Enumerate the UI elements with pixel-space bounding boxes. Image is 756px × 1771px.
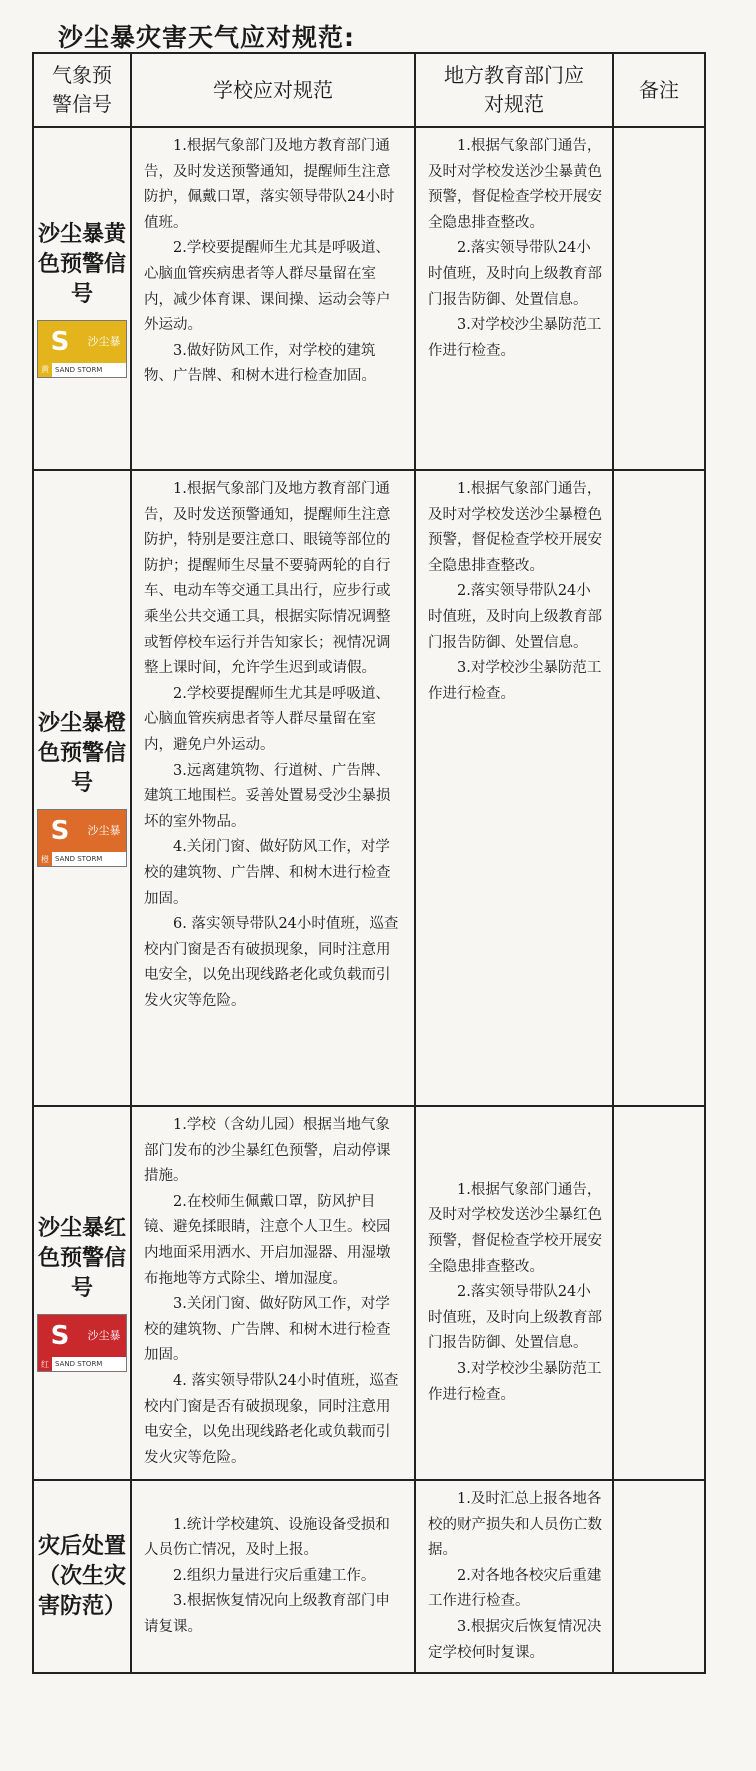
sandstorm-yellow-signal-icon: S 沙尘暴 黄 SAND STORM bbox=[37, 320, 127, 378]
list-item: 3.根据灾后恢复情况决定学校何时复课。 bbox=[428, 1618, 602, 1661]
response-table bbox=[32, 52, 706, 1674]
list-item: 3.关闭门窗、做好防风工作，对学校的建筑物、广告牌、和树木进行检查加固。 bbox=[144, 1296, 391, 1364]
school-cell bbox=[131, 1106, 415, 1480]
school-cell bbox=[131, 127, 415, 470]
list-item: 3.根据恢复情况向上级教育部门申请复课。 bbox=[144, 1593, 390, 1635]
table-row-post-disaster bbox=[33, 1480, 705, 1673]
list-item: 2.对各地各校灾后重建工作进行检查。 bbox=[428, 1567, 602, 1610]
signal-name: 沙尘暴红色预警信号 bbox=[38, 1216, 127, 1301]
header-row bbox=[33, 53, 705, 127]
list-item: 3.对学校沙尘暴防范工作进行检查。 bbox=[428, 317, 602, 359]
list-item: 3.对学校沙尘暴防范工作进行检查。 bbox=[428, 1360, 602, 1403]
header-note: 备注 bbox=[613, 53, 705, 127]
table-row-yellow bbox=[33, 127, 705, 470]
list-item: 1.及时汇总上报各地各校的财产损失和人员伤亡数据。 bbox=[428, 1491, 602, 1559]
table-row-red bbox=[33, 1106, 705, 1480]
list-item: 1.根据气象部门通告，及时对学校发送沙尘暴橙色预警，督促检查学校开展安全隐患排查整改。 bbox=[428, 481, 602, 574]
list-item: 4.关闭门窗、做好防风工作，对学校的建筑物、广告牌、和树木进行检查加固。 bbox=[144, 839, 391, 907]
header-signal: 气象预警信号 bbox=[33, 53, 131, 127]
list-item: 1.根据气象部门及地方教育部门通告，及时发送预警通知，提醒师生注意防护，特别是要注意口、眼镜等部位的防护；提醒师生尽量不要骑两轮的自行车、电动车等交通工具出行，应步行或乘坐公共交通工具，根据实际情况调整或暂停校车运行并告知家长；视情况调整上课时间，允许学生迟到或请假。 bbox=[144, 481, 391, 677]
list-item: 2.学校要提醒师生尤其是呼吸道、心脑血管疾病患者等人群尽量留在室内，避免户外运动。 bbox=[144, 685, 390, 753]
school-cell bbox=[131, 470, 415, 1106]
signal-name: 沙尘暴黄色预警信号 bbox=[38, 221, 127, 307]
list-item: 2.在校师生佩戴口罩，防风护目镜、避免揉眼睛，注意个人卫生。校园内地面采用洒水、开启加湿器、用湿墩布拖地等方式除尘、增加湿度。 bbox=[144, 1193, 391, 1287]
header-school: 学校应对规范 bbox=[131, 53, 415, 127]
note-cell bbox=[613, 1106, 705, 1480]
note-cell bbox=[613, 470, 705, 1106]
header-bureau: 地方教育部门应对规范 bbox=[415, 53, 613, 127]
signal-cell bbox=[33, 1480, 131, 1673]
sandstorm-orange-signal-icon: S 沙尘暴 橙 SAND STORM bbox=[37, 809, 127, 867]
note-cell bbox=[613, 1480, 705, 1673]
signal-name: 沙尘暴橙色预警信号 bbox=[38, 711, 127, 796]
school-cell bbox=[131, 1480, 415, 1673]
list-item: 2.落实领导带队24小时值班，及时向上级教育部门报告防御、处置信息。 bbox=[428, 240, 602, 308]
list-item: 2.落实领导带队24小时值班，及时向上级教育部门报告防御、处置信息。 bbox=[428, 1284, 602, 1352]
bureau-cell bbox=[415, 470, 613, 1106]
signal-name: 灾后处置（次生灾害防范） bbox=[38, 1533, 127, 1619]
list-item: 3.做好防风工作，对学校的建筑物、广告牌、和树木进行检查加固。 bbox=[144, 342, 376, 385]
list-item: 3.对学校沙尘暴防范工作进行检查。 bbox=[428, 660, 602, 702]
list-item: 2.学校要提醒师生尤其是呼吸道、心脑血管疾病患者等人群尽量留在室内，减少体育课、课间操、运动会等户外运动。 bbox=[144, 240, 391, 334]
list-item: 4. 落实领导带队24小时值班，巡查校内门窗是否有破损现象，同时注意用电安全，以免出现线路老化或负载而引发火灾等危险。 bbox=[144, 1372, 399, 1466]
bureau-cell bbox=[415, 1480, 613, 1673]
table-row-orange bbox=[33, 470, 705, 1106]
list-item: 1.学校（含幼儿园）根据当地气象部门发布的沙尘暴红色预警，启动停课措施。 bbox=[144, 1117, 391, 1185]
list-item: 1.根据气象部门通告，及时对学校发送沙尘暴黄色预警，督促检查学校开展安全隐患排查整改。 bbox=[428, 138, 602, 231]
bureau-cell bbox=[415, 127, 613, 470]
list-item: 6. 落实领导带队24小时值班，巡查校内门窗是否有破损现象，同时注意用电安全，以免出现线路老化或负载而引发火灾等危险。 bbox=[144, 916, 399, 1009]
bureau-cell bbox=[415, 1106, 613, 1480]
list-item: 1.根据气象部门通告，及时对学校发送沙尘暴红色预警，督促检查学校开展安全隐患排查整改。 bbox=[428, 1181, 602, 1275]
list-item: 2.组织力量进行灾后重建工作。 bbox=[173, 1567, 376, 1584]
signal-cell bbox=[33, 1106, 131, 1480]
page-title: 沙尘暴灾害天气应对规范: bbox=[58, 23, 355, 52]
list-item: 1.统计学校建筑、设施设备受损和人员伤亡情况，及时上报。 bbox=[144, 1516, 390, 1559]
list-item: 3.远离建筑物、行道树、广告牌、建筑工地围栏。妥善处置易受沙尘暴损坏的室外物品。 bbox=[144, 762, 391, 830]
signal-cell bbox=[33, 470, 131, 1106]
signal-cell bbox=[33, 127, 131, 470]
list-item: 1.根据气象部门及地方教育部门通告，及时发送预警通知，提醒师生注意防护，佩戴口罩，落实领导带队24小时值班。 bbox=[144, 138, 395, 231]
sandstorm-red-signal-icon: S 沙尘暴 红 SAND STORM bbox=[37, 1314, 127, 1372]
list-item: 2.落实领导带队24小时值班，及时向上级教育部门报告防御、处置信息。 bbox=[428, 583, 602, 651]
note-cell bbox=[613, 127, 705, 470]
